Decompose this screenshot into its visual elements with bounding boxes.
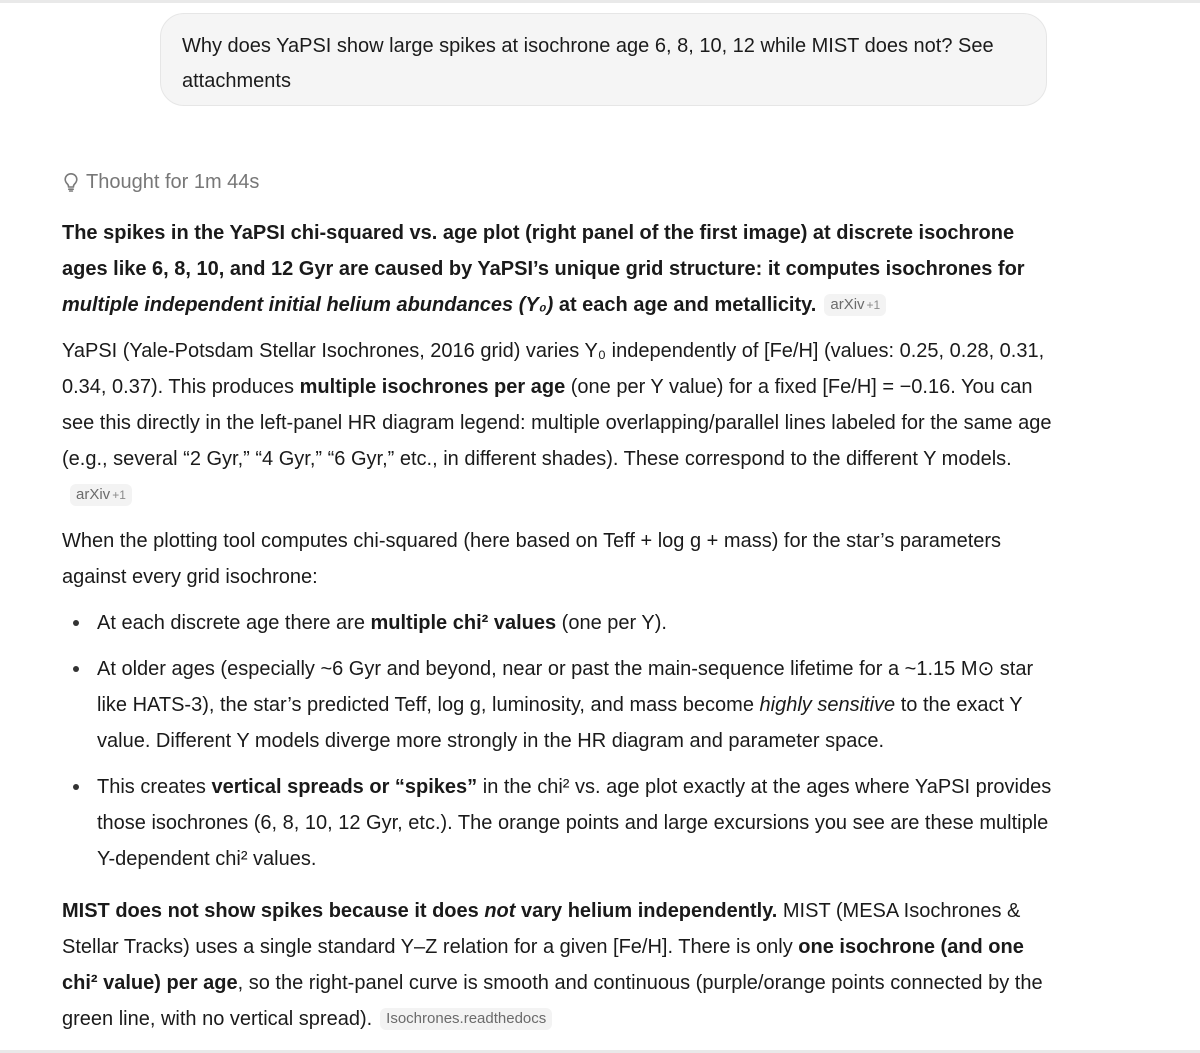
chip-source: arXiv [76, 486, 111, 503]
p2-text-2: (one per Y value) for a fixed [Fe/H] = −0.16. You can see this directly in the left-panel HR diagram legend: multiple overlapping/parallel lines labeled for the same age (e.g., several “2 Gyr,” “4 Gyr,” “6 Gyr,” etc., in different shades). These correspond to the different Y models. [62, 376, 1052, 470]
bullet-3-text-2: in the chi² vs. age plot exactly at the ages where YaPSI provides those isochrones (6, 8, 10, 12 Gyr, etc.). The orange points and large excursions you see are these multiple Y-dependent chi² values. [97, 776, 1052, 870]
bullet-2-text-2: to the exact Y value. Different Y models diverge more strongly in the HR diagram and parameter space. [97, 694, 1023, 752]
list-item [62, 605, 1062, 641]
p1-bold-b: at each age and metallicity. [553, 294, 817, 316]
p1-bold-italic: multiple independent initial helium abundances (Y₀) [62, 294, 554, 316]
bullet-1-text-1: At each discrete age there are [97, 612, 371, 634]
p4-bold-italic: not [484, 900, 516, 922]
top-border [0, 0, 1200, 3]
p4-bold-1: MIST does not show spikes because it does [62, 900, 485, 922]
bullet-3-bold: vertical spreads or “spikes” [211, 776, 478, 798]
p4-text-2: , so the right-panel curve is smooth and continuous (purple/orange points connected by the green line, with no vertical spread). [62, 972, 1043, 1030]
assistant-answer [62, 215, 1062, 1037]
chip-count: +1 [112, 488, 126, 502]
p4-bold-2: vary helium independently. [515, 900, 778, 922]
bullet-list [62, 605, 1062, 877]
bullet-2-italic: highly sensitive [759, 694, 896, 716]
p4-text-1: MIST (MESA Isochrones & Stellar Tracks) uses a single standard Y–Z relation for a given [Fe/H]. There is only [62, 900, 1021, 958]
bullet-dot [73, 784, 79, 790]
lightbulb-icon [62, 172, 80, 192]
thought-toggle[interactable] [62, 168, 259, 196]
list-item [62, 769, 1062, 877]
p4-bold-3: one isochrone (and one chi² value) per age [62, 936, 1024, 994]
list-item [62, 651, 1062, 759]
answer-paragraph-2 [62, 333, 1062, 513]
answer-paragraph-4 [62, 893, 1062, 1037]
citation-chip-arxiv-1[interactable] [824, 294, 886, 316]
answer-paragraph-3: When the plotting tool computes chi-squared (here based on Teff + log g + mass) for the star’s parameters against every grid isochrone: [62, 530, 1002, 588]
chip-source: arXiv [830, 296, 865, 313]
p2-bold-1: multiple isochrones per age [299, 376, 566, 398]
citation-chip-isochrones[interactable] [380, 1008, 552, 1030]
thought-label: Thought for 1m 44s [86, 170, 260, 193]
chip-count: +1 [866, 298, 881, 312]
p2-text-1: YaPSI (Yale-Potsdam Stellar Isochrones, 2016 grid) varies Y₀ independently of [Fe/H] (values: 0.25, 0.28, 0.31, 0.34, 0.37). This produces [62, 340, 1045, 398]
answer-paragraph-1 [62, 215, 1062, 323]
bullet-2-text-1: At older ages (especially ~6 Gyr and beyond, near or past the main-sequence lifetime for a ~1.15 M⊙ star like HATS-3), the star’s predicted Teff, log g, luminosity, and mass become [97, 658, 1034, 716]
bullet-dot [73, 666, 79, 672]
chip-source: Isochrones.readthedocs [386, 1010, 547, 1027]
user-message-text: Why does YaPSI show large spikes at isochrone age 6, 8, 10, 12 while MIST does not? See attachments [182, 35, 994, 92]
bullet-1-text-2: (one per Y). [556, 612, 667, 634]
bullet-dot [73, 620, 79, 626]
bullet-3-text-1: This creates [97, 776, 212, 798]
bullet-1-bold: multiple chi² values [370, 612, 557, 634]
p1-bold-a: The spikes in the YaPSI chi-squared vs. age plot (right panel of the first image) at discrete isochrone ages like 6, 8, 10, and 12 Gyr are caused by YaPSI’s unique grid structure: it computes isochrones for [62, 222, 1025, 280]
user-message-bubble [160, 13, 1047, 106]
citation-chip-arxiv-2[interactable] [70, 484, 132, 506]
